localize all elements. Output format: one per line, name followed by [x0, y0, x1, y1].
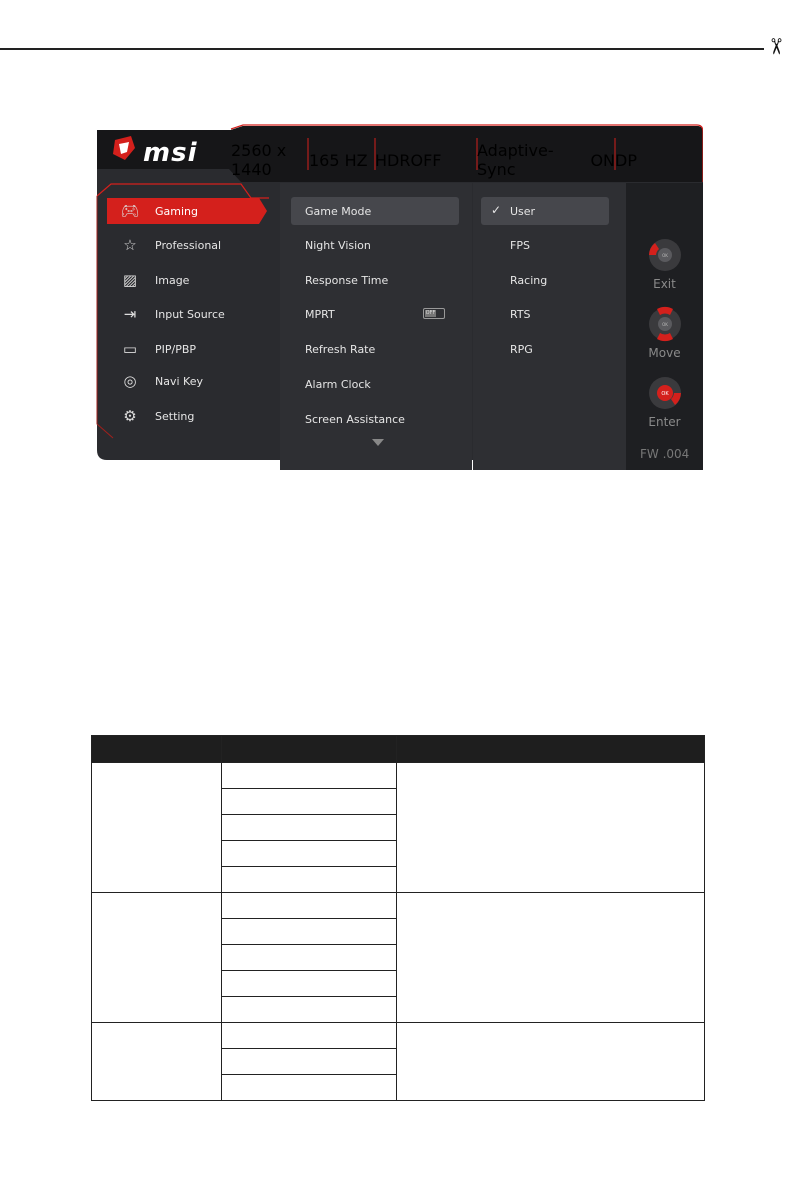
- nav-label: Professional: [155, 238, 222, 252]
- hint-exit-label: Exit: [653, 277, 676, 291]
- hint-enter-label: Enter: [648, 415, 681, 429]
- dial-ok-text: OK: [661, 322, 668, 327]
- dial-ok-text: OK: [660, 391, 669, 397]
- menu-label: Response Time: [305, 273, 389, 287]
- dial-ok-text: OK: [661, 253, 668, 258]
- menu-label: Refresh Rate: [305, 342, 376, 356]
- status-resolution: [231, 140, 309, 180]
- hdr-value: OFF: [410, 150, 442, 170]
- nav-label: Setting: [155, 409, 195, 423]
- option-cell: [222, 945, 397, 971]
- nav-label: Image: [155, 273, 190, 287]
- toggle-state: OFF: [425, 310, 436, 316]
- option-racing[interactable]: [481, 266, 609, 294]
- option-rts[interactable]: [481, 300, 609, 328]
- option-cell: [222, 919, 397, 945]
- gear-icon: ⚙: [123, 407, 137, 425]
- table-row: [92, 893, 705, 919]
- menu-item-night-vision[interactable]: [291, 231, 459, 259]
- nav-item-pip-pbp[interactable]: [105, 335, 267, 363]
- header-cell-menu: [92, 736, 222, 763]
- nav-label: Navi Key: [155, 374, 203, 388]
- joystick-move-icon: [645, 304, 685, 344]
- menu-item-response-time[interactable]: [291, 266, 459, 294]
- dashed-cut-line: [0, 48, 764, 50]
- group-cell: [92, 763, 222, 893]
- image-icon: ▨: [122, 271, 138, 289]
- option-label: User: [510, 204, 536, 218]
- option-cell: [222, 971, 397, 997]
- hint-move-label: Move: [648, 346, 681, 360]
- pip-icon: ▭: [122, 340, 138, 358]
- nav-item-setting[interactable]: [105, 402, 267, 430]
- option-cell: [222, 763, 397, 789]
- sync-label: Adaptive-Sync: [477, 141, 554, 179]
- nav-label: Gaming: [155, 204, 198, 218]
- status-adaptive-sync: [477, 140, 615, 180]
- option-fps[interactable]: [481, 231, 609, 259]
- menu-item-alarm-clock[interactable]: [291, 370, 459, 398]
- hint-move: [626, 304, 703, 360]
- option-user[interactable]: [481, 197, 609, 225]
- scroll-down-icon[interactable]: [372, 439, 384, 446]
- option-cell: [222, 1075, 397, 1101]
- status-refresh: [309, 140, 375, 180]
- option-cell: [222, 1023, 397, 1049]
- gamepad-icon: 🎮︎: [120, 202, 140, 220]
- option-label: RTS: [510, 307, 531, 321]
- input-source-icon: ⇥: [123, 305, 137, 323]
- key-hints: [626, 183, 703, 470]
- description-cell: [397, 763, 705, 893]
- settings-table: [91, 735, 705, 1101]
- menu-label: Screen Assistance: [305, 412, 405, 426]
- gaming-menu: [280, 183, 472, 470]
- option-cell: [222, 815, 397, 841]
- nav-item-navi-key[interactable]: [105, 367, 267, 395]
- option-cell: [222, 997, 397, 1023]
- game-mode-options: [473, 183, 626, 470]
- nav-label: Input Source: [155, 307, 225, 321]
- option-cell: [222, 841, 397, 867]
- option-rpg[interactable]: [481, 335, 609, 363]
- table-header-row: [92, 736, 705, 763]
- osd-menu-screenshot: [91, 124, 703, 470]
- brand-logo: msi: [143, 138, 198, 168]
- joystick-icon: ◎: [123, 372, 137, 390]
- joystick-exit-icon: [645, 235, 685, 275]
- header-cell-option: [222, 736, 397, 763]
- checkmark-icon: ✓: [491, 203, 502, 217]
- table-row: [92, 1023, 705, 1049]
- option-label: FPS: [510, 238, 530, 252]
- firmware-version: FW .004: [640, 447, 690, 461]
- option-label: RPG: [510, 342, 533, 356]
- menu-item-refresh-rate[interactable]: [291, 335, 459, 363]
- menu-item-mprt[interactable]: [291, 300, 459, 328]
- hint-enter: [626, 373, 703, 429]
- status-input: [615, 140, 703, 180]
- menu-label: Night Vision: [305, 238, 371, 252]
- header-cell-description: [397, 736, 705, 763]
- nav-item-image[interactable]: [105, 266, 267, 294]
- status-hdr: [375, 140, 477, 180]
- menu-item-game-mode[interactable]: [291, 197, 459, 225]
- option-label: Racing: [510, 273, 548, 287]
- menu-item-screen-assistance[interactable]: [291, 405, 459, 433]
- nav-label: PIP/PBP: [155, 342, 197, 356]
- description-cell: [397, 893, 705, 1023]
- joystick-enter-icon: [645, 373, 685, 413]
- nav-item-professional[interactable]: [105, 231, 267, 259]
- group-cell: [92, 893, 222, 1023]
- sync-value: ON: [590, 150, 615, 170]
- input-text: DP: [615, 150, 637, 170]
- menu-label: Game Mode: [305, 204, 372, 218]
- cut-line: [0, 37, 794, 60]
- nav-item-gaming[interactable]: [105, 197, 267, 225]
- hdr-label: HDR: [375, 150, 411, 170]
- option-cell: [222, 893, 397, 919]
- mprt-toggle[interactable]: [423, 308, 445, 319]
- menu-label: Alarm Clock: [305, 377, 371, 391]
- menu-label: MPRT: [305, 307, 335, 321]
- scissors-icon: ✂: [762, 37, 788, 56]
- nav-item-input-source[interactable]: [105, 300, 267, 328]
- table-row: [92, 763, 705, 789]
- option-cell: [222, 867, 397, 893]
- resolution-text: 2560 x 1440: [231, 141, 287, 179]
- group-cell: [92, 1023, 222, 1101]
- hint-exit: [626, 235, 703, 291]
- option-cell: [222, 789, 397, 815]
- option-cell: [222, 1049, 397, 1075]
- description-cell: [397, 1023, 705, 1101]
- star-icon: ☆: [123, 236, 137, 254]
- refresh-text: 165 HZ: [309, 150, 368, 170]
